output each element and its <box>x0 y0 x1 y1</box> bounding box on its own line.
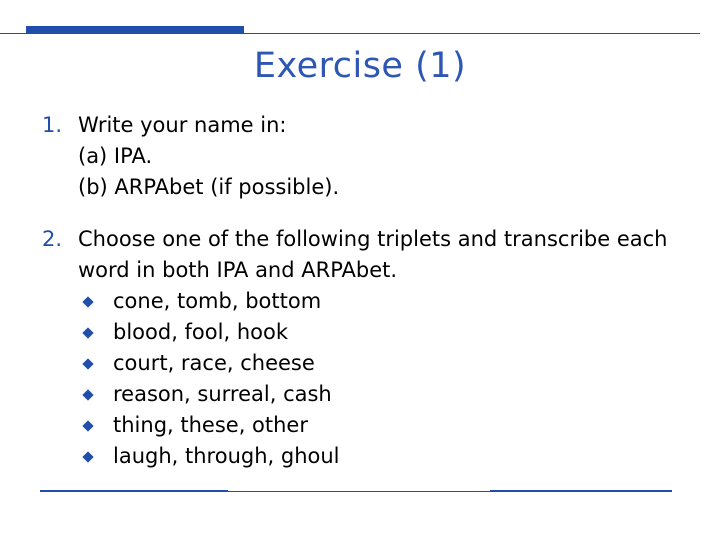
list-item <box>78 348 682 379</box>
bottom-rule-left <box>40 490 228 492</box>
slide-title: Exercise (1) <box>253 46 467 86</box>
top-accent-bar <box>26 26 244 33</box>
item-number: 2. <box>42 227 63 251</box>
triplet-list <box>78 286 682 472</box>
diamond-bullet-icon <box>82 420 93 431</box>
bottom-rule-right <box>490 490 672 492</box>
sub-item-arpabet: (b) ARPAbet (if possible). <box>78 175 340 199</box>
bottom-rule-middle <box>228 491 490 492</box>
list-item-text: reason, surreal, cash <box>113 382 332 406</box>
slide-content <box>42 110 682 472</box>
exercise-item-1 <box>42 110 682 203</box>
sub-item-ipa: (a) IPA. <box>78 144 153 168</box>
diamond-bullet-icon <box>82 389 93 400</box>
list-item-text: blood, fool, hook <box>113 320 288 344</box>
diamond-bullet-icon <box>82 358 93 369</box>
item-number: 1. <box>42 113 63 137</box>
diamond-bullet-icon <box>82 296 93 307</box>
item-text: Choose one of the following triplets and transcribe each word in both IPA and ARPAbet. <box>78 227 668 282</box>
list-item <box>78 379 682 410</box>
list-item <box>78 410 682 441</box>
list-item-text: court, race, cheese <box>113 351 315 375</box>
top-rule <box>0 33 700 34</box>
diamond-bullet-icon <box>82 327 93 338</box>
diamond-bullet-icon <box>82 451 93 462</box>
list-item-text: thing, these, other <box>113 413 308 437</box>
list-item <box>78 441 682 472</box>
list-item-text: laugh, through, ghoul <box>113 444 340 468</box>
list-item-text: cone, tomb, bottom <box>113 289 322 313</box>
list-item <box>78 286 682 317</box>
exercise-item-2 <box>42 224 682 472</box>
item-text: Write your name in: <box>78 113 287 137</box>
list-item <box>78 317 682 348</box>
